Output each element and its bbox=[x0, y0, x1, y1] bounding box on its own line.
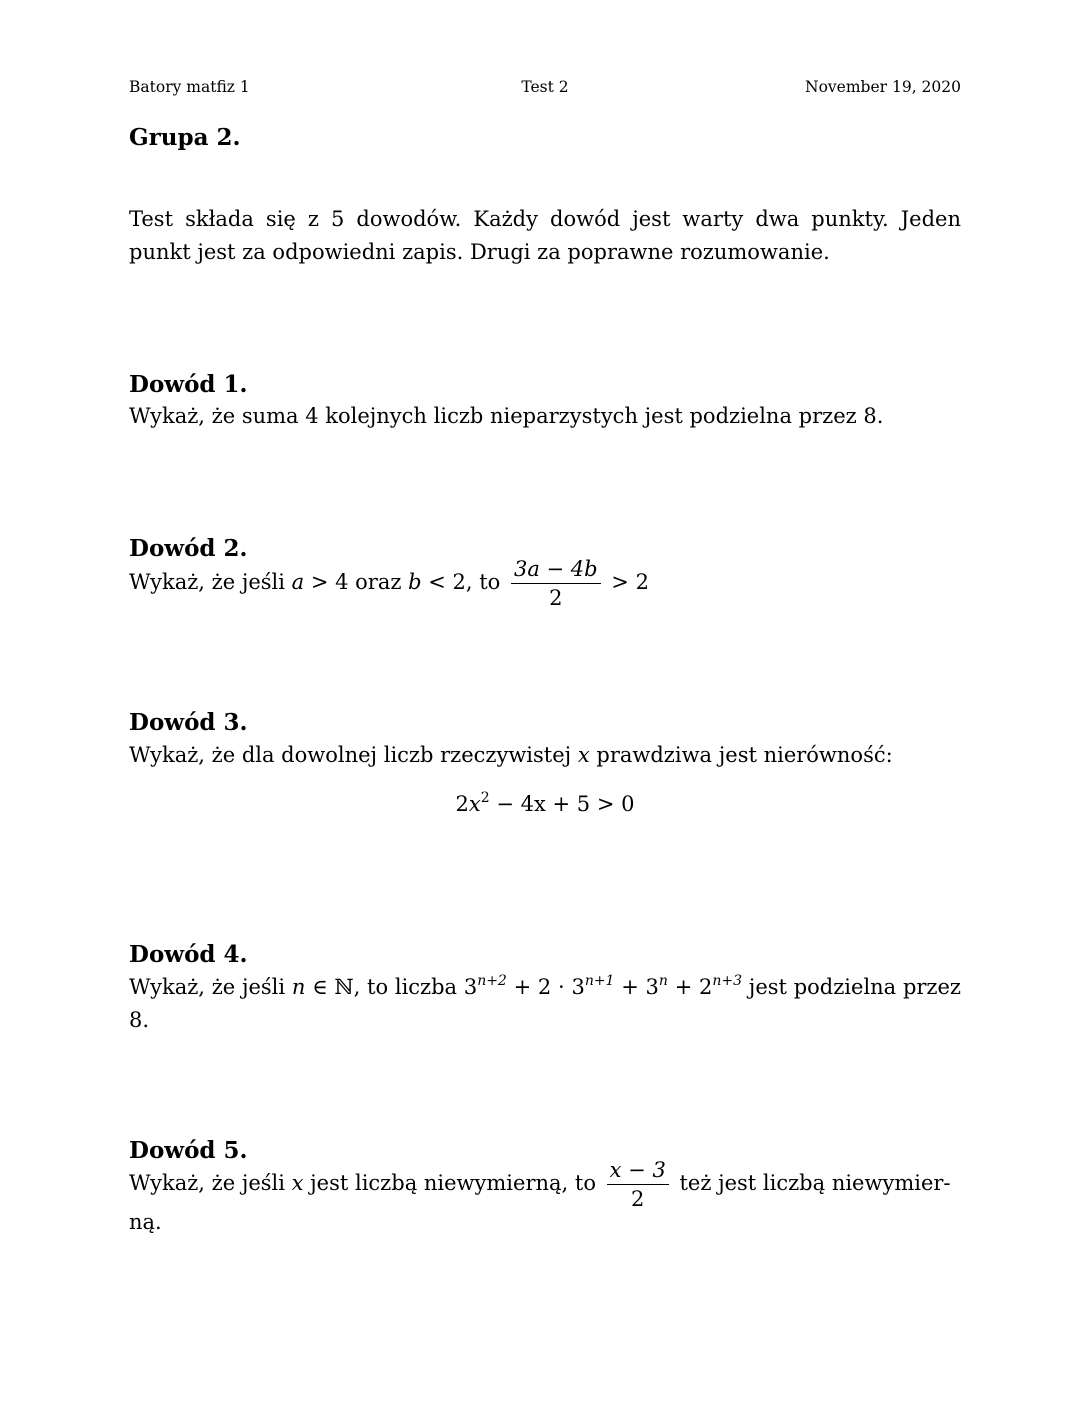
proof5-frac-numerator: x − 3 bbox=[607, 1156, 669, 1185]
proof4-lead: Wykaż, że jeśli bbox=[129, 975, 292, 999]
proof4-t3: + 3 bbox=[614, 975, 659, 999]
proof4-var: n bbox=[291, 975, 306, 999]
proof3-equation bbox=[129, 788, 961, 821]
proof2-lead: Wykaż, że jeśli bbox=[129, 570, 292, 594]
proof4-in-set: ∈ ℕ, to liczba bbox=[305, 975, 464, 999]
proof2-gt4: > 4 oraz bbox=[304, 570, 409, 594]
proof4-title: Dowód 4. bbox=[129, 941, 248, 968]
proof5-var: x bbox=[291, 1171, 304, 1195]
proof4-t4-exp: n+3 bbox=[712, 973, 743, 989]
proof4-text bbox=[129, 971, 961, 1037]
proof5-title: Dowód 5. bbox=[129, 1137, 248, 1164]
proof1-text: Wykaż, że suma 4 kolejnych liczb nieparzystych jest podzielna przez 8. bbox=[129, 404, 884, 428]
proof4-t2: + 2 · 3 bbox=[506, 975, 585, 999]
proof3-text bbox=[129, 739, 961, 772]
proof3-eq-var: x bbox=[468, 792, 481, 816]
proof2-var-a: a bbox=[291, 570, 305, 594]
proof4-t1-base: 3 bbox=[463, 975, 478, 999]
proof5-frac-denominator: 2 bbox=[631, 1187, 645, 1211]
proof4-tail: jest podzielna przez 8. bbox=[129, 975, 961, 1032]
header-course: Batory matfiz 1 bbox=[129, 78, 250, 96]
proof3-eq-rest: − 4x + 5 > 0 bbox=[489, 792, 635, 816]
proof5-lead: Wykaż, że jeśli bbox=[129, 1171, 292, 1195]
proof4-t4: + 2 bbox=[667, 975, 713, 999]
proof2-fraction bbox=[511, 555, 601, 612]
proof5-mid: jest liczbą niewymierną, to bbox=[303, 1171, 603, 1195]
header-date: November 19, 2020 bbox=[805, 78, 961, 96]
proof5-text bbox=[129, 1156, 961, 1213]
proof2-frac-numerator: 3a − 4b bbox=[511, 555, 601, 584]
proof2-tail: > 2 bbox=[604, 570, 649, 594]
proof5-line2: ną. bbox=[129, 1210, 162, 1234]
header-test: Test 2 bbox=[521, 78, 569, 96]
proof5-fraction bbox=[607, 1156, 669, 1213]
proof2-var-b: b bbox=[408, 570, 422, 594]
proof4-t1-exp: n+2 bbox=[477, 973, 507, 989]
proof3-title: Dowód 3. bbox=[129, 709, 248, 736]
proof4-t3-exp: n bbox=[658, 973, 668, 989]
proof3-tail: prawdziwa jest nierówność: bbox=[589, 743, 893, 767]
proof2-frac-denominator: 2 bbox=[549, 586, 563, 610]
proof2-lt2: < 2, to bbox=[421, 570, 507, 594]
proof3-eq-coef: 2 bbox=[455, 792, 469, 816]
proof5-tail: też jest liczbą niewymier- bbox=[672, 1171, 951, 1195]
intro-text: Test składa się z 5 dowodów. Każdy dowód jest warty dwa punkty. Jeden punkt jest za odpowiedni zapis. Drugi za poprawne rozumowanie. bbox=[129, 207, 961, 264]
group-title: Grupa 2. bbox=[129, 124, 241, 151]
proof4-t2-exp: n+1 bbox=[584, 973, 615, 989]
proof2-title: Dowód 2. bbox=[129, 535, 248, 562]
proof3-eq-exp: 2 bbox=[480, 790, 490, 806]
proof3-lead: Wykaż, że dla dowolnej liczb rzeczywistej bbox=[129, 743, 578, 767]
proof3-var: x bbox=[577, 743, 590, 767]
proof2-text bbox=[129, 555, 961, 612]
proof1-title: Dowód 1. bbox=[129, 371, 248, 398]
